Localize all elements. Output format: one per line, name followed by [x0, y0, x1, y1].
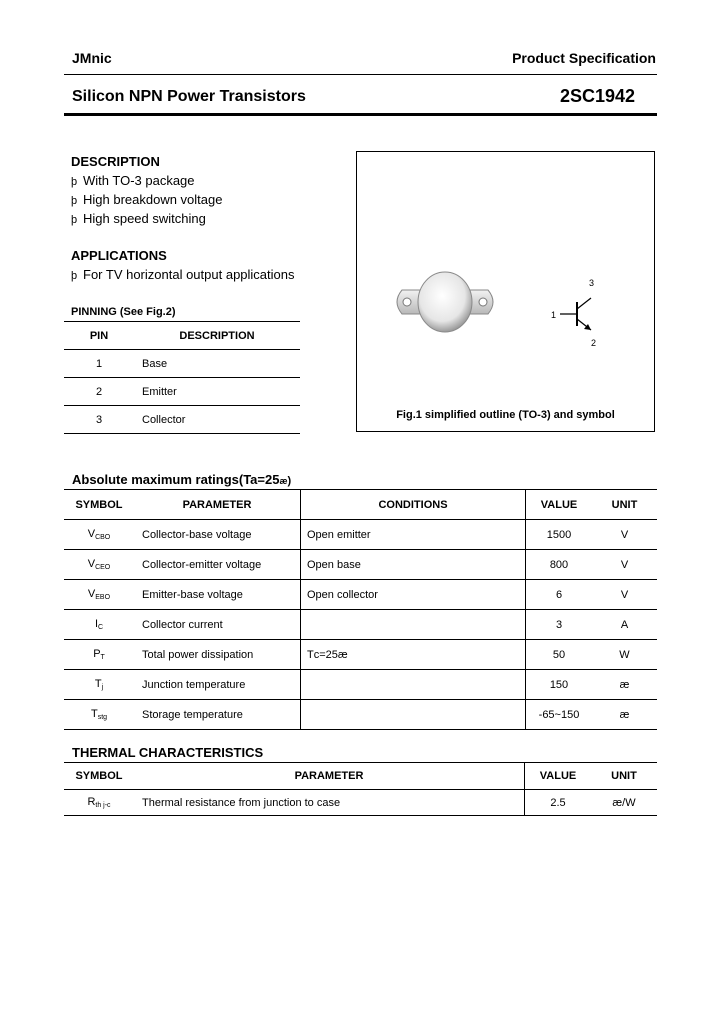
column-header: PIN [64, 322, 134, 350]
absolute-max-ratings-table [64, 489, 657, 730]
parameter-cell: Junction temperature [134, 670, 301, 700]
column-header: PARAMETER [134, 490, 301, 520]
symbol-cell: $R_{th j-c}$ [64, 790, 134, 816]
unit-cell: W [592, 640, 657, 670]
table-row [64, 520, 657, 550]
document-type: Product Specification [512, 50, 656, 66]
conditions-cell: Open collector [301, 580, 526, 610]
symbol-cell: $V_{EBO}$ [64, 580, 134, 610]
value-cell: 1500 [526, 520, 593, 550]
table-row [64, 350, 300, 378]
value-cell: 3 [526, 610, 593, 640]
pinning-table [64, 321, 300, 434]
value-cell: 50 [526, 640, 593, 670]
table-header-row [64, 763, 657, 790]
figure-caption: Fig.1 simplified outline (TO-3) and symbol [396, 409, 615, 421]
table-row [64, 700, 657, 730]
emitter-pin-label: 2 [591, 338, 597, 348]
table-row [64, 580, 657, 610]
value-cell: -65~150 [526, 700, 593, 730]
symbol-cell: $T_{stg}$ [64, 700, 134, 730]
part-number: 2SC1942 [560, 86, 636, 106]
value-cell: 800 [526, 550, 593, 580]
applications-heading: APPLICATIONS [71, 248, 167, 263]
conditions-cell: Open base [301, 550, 526, 580]
value-cell: 6 [526, 580, 593, 610]
symbol-cell: $T_j$ [64, 670, 134, 700]
bullet-icon: þ [71, 270, 78, 282]
pin-description: Emitter [134, 378, 300, 406]
bullet-icon: þ [71, 195, 78, 207]
table-row [64, 790, 657, 816]
degree-unit-glyph: æ [279, 476, 288, 486]
conditions-cell: Open emitter [301, 520, 526, 550]
table-row [64, 640, 657, 670]
column-header: DESCRIPTION [134, 322, 300, 350]
unit-cell: V [592, 550, 657, 580]
pin-number: 1 [64, 350, 134, 378]
description-item: þ With TO-3 package [71, 173, 195, 188]
table-row [64, 670, 657, 700]
parameter-cell: Collector-emitter voltage [134, 550, 301, 580]
column-header: PARAMETER [134, 763, 525, 790]
table-row [64, 550, 657, 580]
conditions-cell [301, 670, 526, 700]
column-header: UNIT [591, 763, 657, 790]
symbol-cell: $I_C$ [64, 610, 134, 640]
table-row [64, 610, 657, 640]
abs-max-heading: Absolute maximum ratings(Ta=25æ) [72, 472, 292, 487]
pin-description: Collector [134, 406, 300, 434]
symbol-cell: $V_{CBO}$ [64, 520, 134, 550]
column-header: SYMBOL [64, 763, 134, 790]
description-item: þ High breakdown voltage [71, 192, 223, 207]
parameter-cell: Thermal resistance from junction to case [134, 790, 525, 816]
table-header-row [64, 322, 300, 350]
conditions-cell [301, 610, 526, 640]
unit-cell: æ [592, 670, 657, 700]
value-cell: 2.5 [525, 790, 592, 816]
parameter-cell: Storage temperature [134, 700, 301, 730]
npn-transistor-symbol [545, 272, 605, 348]
base-pin-label: 1 [551, 310, 557, 320]
title-divider [64, 113, 657, 116]
collector-pin-label: 3 [589, 278, 595, 288]
pinning-heading: PINNING (See Fig.2) [71, 306, 176, 318]
bullet-icon: þ [71, 214, 78, 226]
table-row [64, 406, 300, 434]
unit-cell: V [592, 580, 657, 610]
column-header: CONDITIONS [301, 490, 526, 520]
thermal-heading: THERMAL CHARACTERISTICS [72, 745, 264, 760]
bullet-icon: þ [71, 176, 78, 188]
applications-item: þ For TV horizontal output applications [71, 267, 295, 282]
parameter-cell: Total power dissipation [134, 640, 301, 670]
symbol-cell: $V_{CEO}$ [64, 550, 134, 580]
pin-number: 3 [64, 406, 134, 434]
unit-cell: V [592, 520, 657, 550]
parameter-cell: Collector current [134, 610, 301, 640]
table-row [64, 378, 300, 406]
column-header: VALUE [526, 490, 593, 520]
table-header-row [64, 490, 657, 520]
conditions-cell [301, 700, 526, 730]
to3-package-image [390, 268, 500, 340]
conditions-cell: Tᴄ=25æ [301, 640, 526, 670]
page-title: Silicon NPN Power Transistors [72, 88, 306, 105]
column-header: UNIT [592, 490, 657, 520]
description-item: þ High speed switching [71, 211, 206, 226]
unit-cell: æ [592, 700, 657, 730]
pin-number: 2 [64, 378, 134, 406]
parameter-cell: Collector-base voltage [134, 520, 301, 550]
thermal-characteristics-table [64, 762, 657, 816]
unit-cell: A [592, 610, 657, 640]
description-heading: DESCRIPTION [71, 154, 160, 169]
parameter-cell: Emitter-base voltage [134, 580, 301, 610]
pin-description: Base [134, 350, 300, 378]
unit-cell: æ/W [591, 790, 657, 816]
header-divider [64, 74, 657, 75]
value-cell: 150 [526, 670, 593, 700]
column-header: SYMBOL [64, 490, 134, 520]
company-name: JMnic [72, 50, 112, 66]
symbol-cell: $P_T$ [64, 640, 134, 670]
column-header: VALUE [525, 763, 592, 790]
